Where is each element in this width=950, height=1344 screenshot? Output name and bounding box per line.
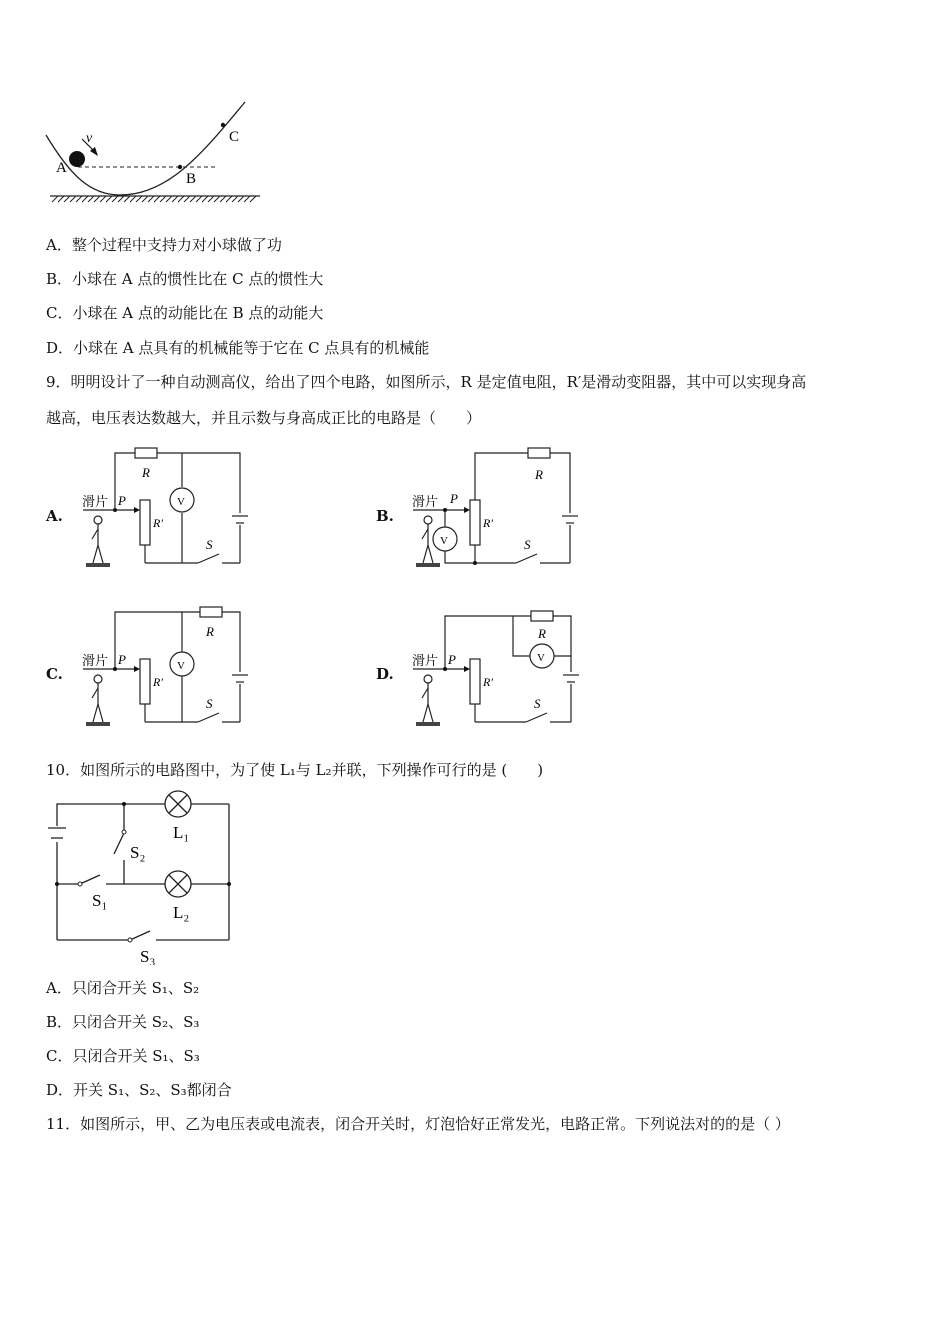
svg-text:S: S <box>524 537 531 552</box>
svg-text:R′: R′ <box>483 675 493 689</box>
q10-circuit <box>40 790 245 965</box>
svg-text:S: S <box>206 537 213 552</box>
label-s1: S₁ <box>92 891 108 910</box>
svg-text:R: R <box>206 624 214 639</box>
svg-text:S: S <box>534 696 541 711</box>
ground-hatching <box>52 196 256 202</box>
label-s2: S₂ <box>130 843 146 862</box>
svg-text:滑片: 滑片 <box>412 653 439 668</box>
q9-option-a-label[interactable]: A. <box>46 507 63 525</box>
svg-text:R′: R′ <box>483 516 493 530</box>
svg-text:S: S <box>206 696 213 711</box>
svg-text:P: P <box>118 652 126 667</box>
q9-stem-line2: 越高，电压表达数越大，并且示数与身高成正比的电路是（ ） <box>46 409 482 427</box>
q9-option-b-label[interactable]: B. <box>376 507 394 525</box>
label-c: C <box>229 129 240 145</box>
svg-text:R′: R′ <box>153 675 163 689</box>
label-l2: L₂ <box>173 903 190 922</box>
q8-option-c[interactable]: C．小球在 A 点的动能比在 B 点的动能大 <box>46 304 324 322</box>
q11-stem: 11．如图所示，甲、乙为电压表或电流表，闭合开关时，灯泡恰好正常发光，电路正常。下列说法对的的是（ ） <box>46 1115 790 1133</box>
svg-text:P: P <box>450 491 458 506</box>
q9-stem-line1: 9．明明设计了一种自动测高仪，给出了四个电路，如图所示，R 是定值电阻，R′是滑动变阻器，其中可以实现身高 <box>46 373 807 391</box>
q9-option-d-label[interactable]: D. <box>376 665 394 683</box>
label-b: B <box>186 171 197 187</box>
svg-text:R: R <box>538 626 546 641</box>
point-b-dot <box>178 165 182 169</box>
q10-option-a[interactable]: A．只闭合开关 S₁、S₂ <box>46 979 200 997</box>
svg-text:R: R <box>142 465 150 480</box>
track-curve <box>46 102 245 195</box>
svg-text:V: V <box>177 660 185 672</box>
q9-circuit-c <box>78 604 253 734</box>
q8-option-a[interactable]: A．整个过程中支持力对小球做了功 <box>46 236 282 254</box>
q10-option-b[interactable]: B．只闭合开关 S₂、S₃ <box>46 1013 200 1031</box>
label-v: v <box>86 131 93 146</box>
q9-circuit-b <box>408 445 583 575</box>
svg-text:V: V <box>440 535 448 547</box>
q9-circuit-d <box>408 604 583 734</box>
svg-text:R: R <box>535 467 543 482</box>
svg-text:V: V <box>177 496 185 508</box>
label-l1: L₁ <box>173 823 190 842</box>
label-a: A <box>56 160 67 176</box>
point-c-dot <box>221 123 225 127</box>
svg-text:滑片: 滑片 <box>82 653 109 668</box>
svg-text:滑片: 滑片 <box>412 494 439 509</box>
q10-stem: 10．如图所示的电路图中，为了使 L₁与 L₂并联，下列操作可行的是 ( ) <box>46 761 544 779</box>
ball <box>69 151 85 167</box>
q10-option-d[interactable]: D．开关 S₁、S₂、S₃都闭合 <box>46 1081 232 1099</box>
q8-option-d[interactable]: D．小球在 A 点具有的机械能等于它在 C 点具有的机械能 <box>46 339 430 357</box>
q10-option-c[interactable]: C．只闭合开关 S₁、S₃ <box>46 1047 200 1065</box>
svg-text:R′: R′ <box>153 516 163 530</box>
q9-option-c-label[interactable]: C. <box>46 665 63 683</box>
svg-text:P: P <box>118 493 126 508</box>
svg-text:V: V <box>537 652 545 664</box>
label-s3: S₃ <box>140 947 156 965</box>
svg-text:P: P <box>448 652 456 667</box>
q8-option-b[interactable]: B．小球在 A 点的惯性比在 C 点的惯性大 <box>46 270 324 288</box>
q8-track-figure <box>40 95 270 205</box>
svg-text:滑片: 滑片 <box>82 494 109 509</box>
q9-circuit-a <box>78 445 253 575</box>
